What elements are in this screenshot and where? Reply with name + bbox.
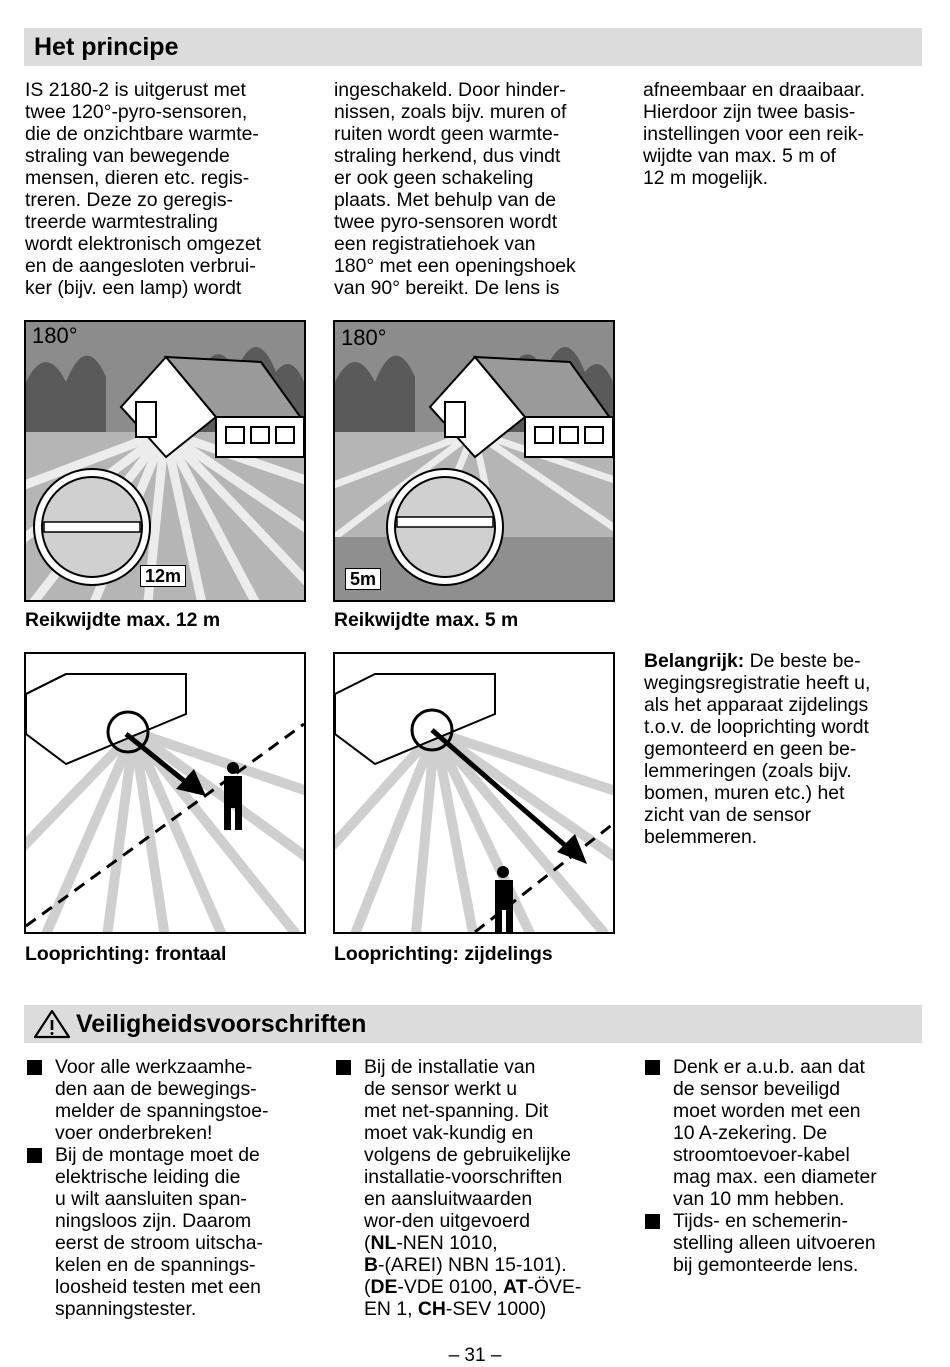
list-item-text: Bij de montage moet de elektrische leiding die u wilt aansluiten span- ningsloos zijn. Daarom eerst de stroom uitscha- kelen en de spannings- loosheid testen met een spanningstester. — [55, 1144, 263, 1320]
section-header-principe — [24, 28, 922, 66]
country-code: DE — [370, 1276, 398, 1298]
list-item — [643, 1210, 933, 1276]
safety-col2 — [334, 1056, 624, 1320]
section-title: Het principe — [34, 32, 179, 61]
figure-range-5m — [333, 320, 615, 602]
list-item-text: Bij de installatie van de sensor werkt u met net-spanning. Dit moet vak-kundig en volgens de gebruikelijke installatie-voorschriften en aansluitwaarden wor-den uitgevoerd (NL-NEN 1010, B-(AREI) NBN 15-101). (DE-VDE 0100, AT-ÖVE- EN 1, CH-SEV 1000) — [364, 1056, 582, 1320]
country-code: CH — [417, 1298, 446, 1320]
figure-caption-12m: Reikwijdte max. 12 m — [25, 609, 221, 631]
page-number: – 31 – — [448, 1345, 502, 1366]
figure-range-12m — [24, 320, 306, 602]
angle-label: 180° — [341, 325, 387, 350]
principle-text-col3: afneembaar en draaibaar. Hierdoor zijn twee basis- instellingen voor een reik- wijdte van max. 5 m of 12 m mogelijk. — [643, 79, 866, 189]
bullet-square-icon — [336, 1060, 351, 1075]
list-item — [25, 1056, 315, 1144]
safety-col1 — [25, 1056, 315, 1320]
figure-caption-5m: Reikwijdte max. 5 m — [334, 609, 519, 631]
figure-caption-frontal: Looprichting: frontaal — [25, 943, 227, 965]
bullet-square-icon — [645, 1214, 660, 1229]
figure-walk-side — [333, 652, 615, 934]
list-item — [25, 1144, 315, 1320]
list-item — [643, 1056, 933, 1210]
figure-walk-frontal — [24, 652, 306, 934]
house-scene-illustration — [335, 322, 613, 600]
country-code: AT — [503, 1276, 528, 1298]
warning-triangle-icon — [32, 1008, 72, 1040]
list-item — [334, 1056, 624, 1320]
range-label: 12m — [140, 565, 186, 587]
important-label: Belangrijk: — [644, 650, 745, 672]
safety-col3 — [643, 1056, 933, 1276]
country-code: NL — [370, 1232, 397, 1254]
angle-label: 180° — [32, 323, 78, 348]
important-note — [644, 650, 924, 848]
list-item-text: Denk er a.u.b. aan dat de sensor beveiligd moet worden met een 10 A-zekering. De stroomtoevoer-kabel mag max. een diameter van 10 mm hebben. — [673, 1056, 877, 1210]
principle-text-col2: ingeschakeld. Door hinder- nissen, zoals bijv. muren of ruiten wordt geen warmte- straling herkend, dus vindt er ook geen schakeling plaats. Met behulp van de twee pyro-sensoren wordt een registratiehoek van 180° met een openingshoek van 90° bereikt. De lens is — [334, 79, 576, 299]
section-header-safety — [24, 1005, 922, 1043]
list-item-text: Tijds- en schemerin- stelling alleen uitvoeren bij gemonteerde lens. — [673, 1210, 876, 1276]
house-scene-illustration — [26, 322, 304, 600]
bullet-square-icon — [27, 1060, 42, 1075]
bullet-square-icon — [645, 1060, 660, 1075]
section-title: Veiligheidsvoorschriften — [76, 1009, 367, 1038]
bullet-square-icon — [27, 1148, 42, 1163]
walk-direction-illustration — [26, 654, 304, 932]
figure-caption-side: Looprichting: zijdelings — [334, 943, 553, 965]
important-text: De beste be- wegingsregistratie heeft u, als het apparaat zijdelings t.o.v. de looprichting wordt gemonteerd en geen be- lemmeringen (zoals bijv. bomen, muren etc.) het zicht van de sensor belemmeren. — [644, 650, 871, 848]
range-label: 5m — [345, 568, 381, 590]
country-code: B — [364, 1254, 379, 1276]
principle-text-col1: IS 2180-2 is uitgerust met twee 120°-pyro-sensoren, die de onzichtbare warmte- straling van bewegende mensen, dieren etc. regis- treren. Deze zo geregis- treerde warmtestraling wordt elektronisch omgezet en de aangesloten verbrui- ker (bijv. een lamp) wordt — [25, 79, 262, 299]
list-item-text: Voor alle werkzaamhe- den aan de bewegings- melder de spanningstoe- voer onderbreken! — [55, 1056, 269, 1144]
walk-direction-illustration — [335, 654, 613, 932]
